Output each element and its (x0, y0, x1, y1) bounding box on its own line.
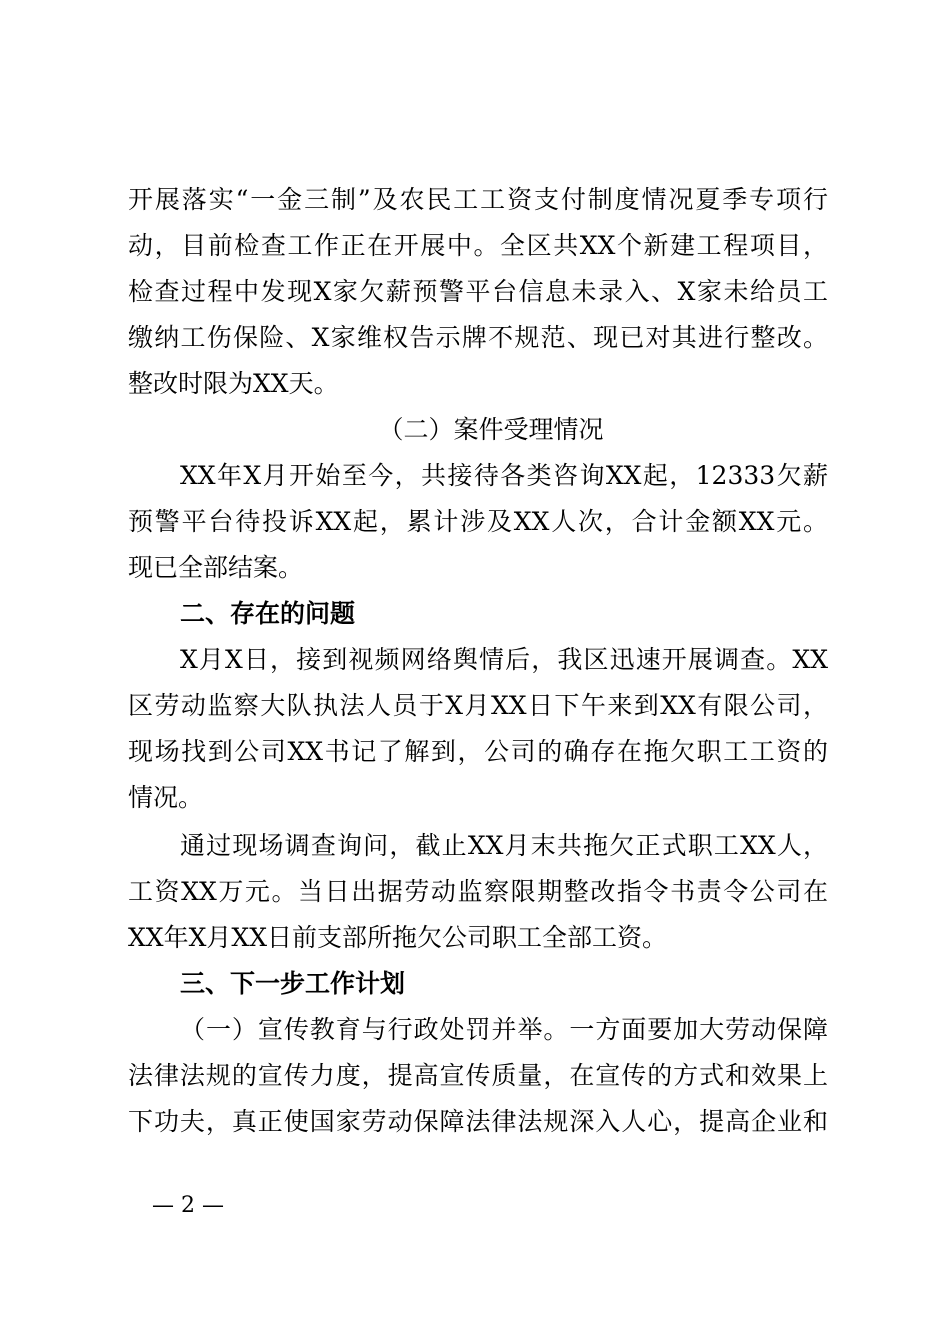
text-line: X月X日，接到视频网络舆情后，我区迅速开展调查。XX (180, 645, 828, 674)
subheading-cases: （二）案件受理情况 (378, 415, 604, 444)
page-number: — 2 — (152, 1193, 224, 1218)
section-heading-problems: 二、存在的问题 (180, 599, 356, 628)
text-line: XX年X月开始至今，共接待各类咨询XX起，12333欠薪 (180, 461, 828, 490)
text-line: 情况。 (128, 783, 204, 812)
text-line: 动，目前检查工作正在开展中。全区共XX个新建工程项目， (128, 231, 828, 260)
text-line: 通过现场调查询问，截止XX月末共拖欠正式职工XX人， (180, 831, 828, 860)
section-heading-plan: 三、下一步工作计划 (180, 969, 406, 998)
text-line: 现场找到公司XX书记了解到，公司的确存在拖欠职工工资的 (128, 737, 828, 766)
text-line: 缴纳工伤保险、X家维权告示牌不规范、现已对其进行整改。 (128, 323, 828, 352)
text-line: （一）宣传教育与行政处罚并举。一方面要加大劳动保障 (180, 1015, 828, 1044)
text-line: 整改时限为XX天。 (128, 369, 339, 398)
text-line: 法律法规的宣传力度，提高宣传质量，在宣传的方式和效果上 (128, 1061, 828, 1090)
text-line: 现已全部结案。 (128, 553, 304, 582)
text-line: 工资XX万元。当日出据劳动监察限期整改指令书责令公司在 (128, 877, 828, 906)
text-line: 预警平台待投诉XX起，累计涉及XX人次，合计金额XX元。 (128, 507, 828, 536)
text-line: XX年X月XX日前支部所拖欠公司职工全部工资。 (128, 923, 667, 952)
text-line: 检查过程中发现X家欠薪预警平台信息未录入、X家未给员工 (128, 277, 828, 306)
text-line: 开展落实“一金三制”及农民工工资支付制度情况夏季专项行 (128, 185, 828, 214)
text-line: 下功夫，真正使国家劳动保障法律法规深入人心，提高企业和 (128, 1107, 828, 1136)
text-line: 区劳动监察大队执法人员于X月XX日下午来到XX有限公司， (128, 691, 828, 720)
